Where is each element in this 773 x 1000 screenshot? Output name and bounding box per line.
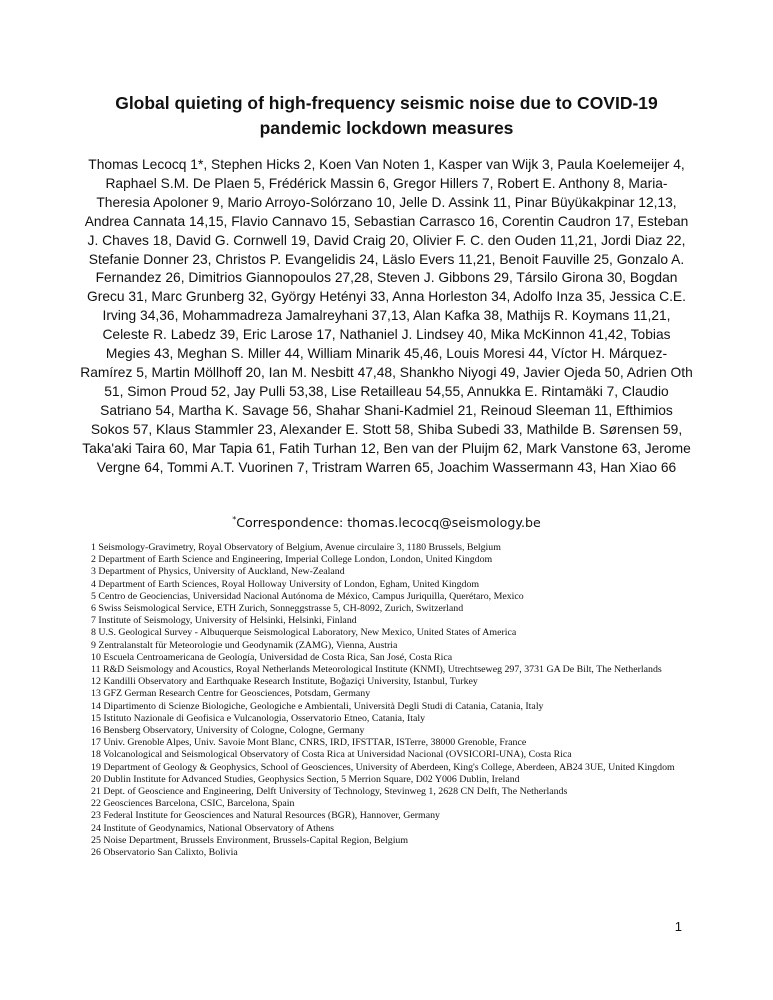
- affiliation-item: 25 Noise Department, Brussels Environment, Brussels-Capital Region, Belgium: [91, 834, 409, 846]
- affiliation-item: 23 Federal Institute for Geosciences and Natural Resources (BGR), Hannover, Germany: [91, 810, 440, 822]
- affiliation-item: 3 Department of Physics, University of Auckland, New-Zealand: [91, 566, 345, 578]
- affiliation-item: 22 Geosciences Barcelona, CSIC, Barcelona, Spain: [91, 798, 295, 810]
- affiliation-item: 5 Centro de Geociencias, Universidad Nacional Autónoma de México, Campus Juriquilla, Querétaro, Mexico: [91, 590, 524, 602]
- affiliation-item: 14 Dipartimento di Scienze Biologiche, Geologiche e Ambientali, Università Degli Studi di Catania, Catania, Italy: [91, 700, 544, 712]
- author-list: Thomas Lecocq 1*, Stephen Hicks 2, Koen Van Noten 1, Kasper van Wijk 3, Paula Koelemeijer 4, Raphael S.M. De Plaen 5, Frédérick Massin 6, Gregor Hillers 7, Robert E. Anthony 8, Maria-Theresia Apoloner 9, Mario Arroyo-Solórzano 10, Jelle D. Assink 11, Pinar Büyükakpinar 12,13, Andrea Cannata 14,15, Flavio Cannavo 15, Sebastian Carrasco 16, Corentin Caudron 17, Esteban J. Chaves 18, David G. Cornwell 19, David Craig 20, Olivier F. C. den Ouden 11,21, Jordi Diaz 22, Stefanie Donner 23, Christos P. Evangelidis 24, Läslo Evers 11,21, Benoit Fauville 25, Gonzalo A. Fernandez 26, Dimitrios Giannopoulos 27,28, Steven J. Gibbons 29, Társilo Girona 30, Bogdan Grecu 31, Marc Grunberg 32, György Hetényi 33, Anna Horleston 34, Adolfo Inza 35, Jessica C.E. Irving 34,36, Mohammadreza Jamalreyhani 37,13, Alan Kafka 38, Mathijs R. Koymans 11,21, Celeste R. Labedz 39, Eric Larose 17, Nathaniel J. Lindsey 40, Mika McKinnon 41,42, Tobias Megies 43, Meghan S. Miller 44, William Minarik 45,46, Louis Moresi 44, Víctor H. Márquez-Ramírez 5, Martin Möllhoff 20, Ian M. Nesbitt 47,48, Shankho Niyogi 49, Javier Ojeda 50, Adrien Oth 51, Simon Proud 52, Jay Pulli 53,38, Lise Retailleau 54,55, Annukka E. Rintamäki 7, Claudio Satriano 54, Martha K. Savage 56, Shahar Shani-Kadmiel 21, Reinoud Sleeman 11, Efthimios Sokos 57, Klaus Stammler 23, Alexander E. Stott 58, Shiba Subedi 33, Mathilde B. Sørensen 59, Taka'aki Taira 60, Mar Tapia 61, Fatih Turhan 12, Ben van der Pluijm 62, Mark Vanstone 63, Jerome Vergne 64, Tommi A.T. Vuorinen 7, Tristram Warren 65, Joachim Wassermann 43, Han Xiao 66: [80, 157, 693, 475]
- paper-title: Global quieting of high-frequency seismic noise due to COVID-19 pandemic lockdown measures: [115, 93, 658, 138]
- affiliation-item: 19 Department of Geology & Geophysics, School of Geosciences, University of Aberdeen, King's College, Aberdeen, AB24 3UE, United Kingdom: [91, 761, 675, 773]
- page-number: 1: [674, 919, 682, 934]
- affiliation-item: 9 Zentralanstalt für Meteorologie und Geodynamik (ZAMG), Vienna, Austria: [91, 639, 398, 651]
- affiliation-list: [91, 542, 691, 859]
- affiliation-item: 15 Istituto Nazionale di Geofisica e Vulcanologia, Osservatorio Etneo, Catania, Italy: [91, 712, 426, 724]
- affiliation-item: 20 Dublin Institute for Advanced Studies, Geophysics Section, 5 Merrion Square, D02 Y006 Dublin, Ireland: [91, 773, 520, 785]
- affiliation-item: 6 Swiss Seismological Service, ETH Zurich, Sonneggstrasse 5, CH-8092, Zurich, Switzerland: [91, 603, 464, 615]
- affiliation-item: 21 Dept. of Geoscience and Engineering, Delft University of Technology, Stevinweg 1, 2628 CN Delft, The Netherlands: [91, 786, 568, 798]
- affiliation-item: 12 Kandilli Observatory and Earthquake Research Institute, Boğaziçi University, Istanbul, Turkey: [91, 676, 478, 688]
- affiliation-item: 10 Escuela Centroamericana de Geología, Universidad de Costa Rica, San José, Costa Rica: [91, 651, 453, 663]
- affiliation-item: 17 Univ. Grenoble Alpes, Univ. Savoie Mont Blanc, CNRS, IRD, IFSTTAR, ISTerre, 38000 Grenoble, France: [91, 737, 527, 749]
- affiliation-item: 1 Seismology-Gravimetry, Royal Observatory of Belgium, Avenue circulaire 3, 1180 Brussels, Belgium: [91, 542, 501, 553]
- affiliation-item: 7 Institute of Seismology, University of Helsinki, Helsinki, Finland: [91, 615, 357, 627]
- affiliation-item: 18 Volcanological and Seismological Observatory of Costa Rica at Universidad Nacional (OVSICORI-UNA), Costa Rica: [91, 749, 572, 761]
- affiliation-item: 4 Department of Earth Sciences, Royal Holloway University of London, Egham, United Kingdom: [91, 578, 480, 590]
- correspondence-mark: *: [232, 515, 237, 524]
- affiliation-item: 2 Department of Earth Science and Engineering, Imperial College London, London, United Kingdom: [91, 554, 493, 566]
- affiliation-item: 8 U.S. Geological Survey - Albuquerque Seismological Laboratory, New Mexico, United States of America: [91, 627, 517, 639]
- affiliation-item: 16 Bensberg Observatory, University of Cologne, Cologne, Germany: [91, 725, 365, 737]
- affiliation-item: 11 R&D Seismology and Acoustics, Royal Netherlands Meteorological Institute (KNMI), Utrechtseweg 297, 3731 GA De Bilt, The Netherlands: [91, 664, 662, 676]
- affiliation-item: 26 Observatorio San Calixto, Bolivia: [91, 847, 238, 859]
- correspondence-line: [80, 511, 693, 532]
- affiliation-item: 13 GFZ German Research Centre for Geosciences, Potsdam, Germany: [91, 688, 371, 700]
- correspondence-text: Correspondence: thomas.lecocq@seismology.be: [236, 515, 541, 530]
- affiliation-item: 24 Institute of Geodynamics, National Observatory of Athens: [91, 822, 334, 834]
